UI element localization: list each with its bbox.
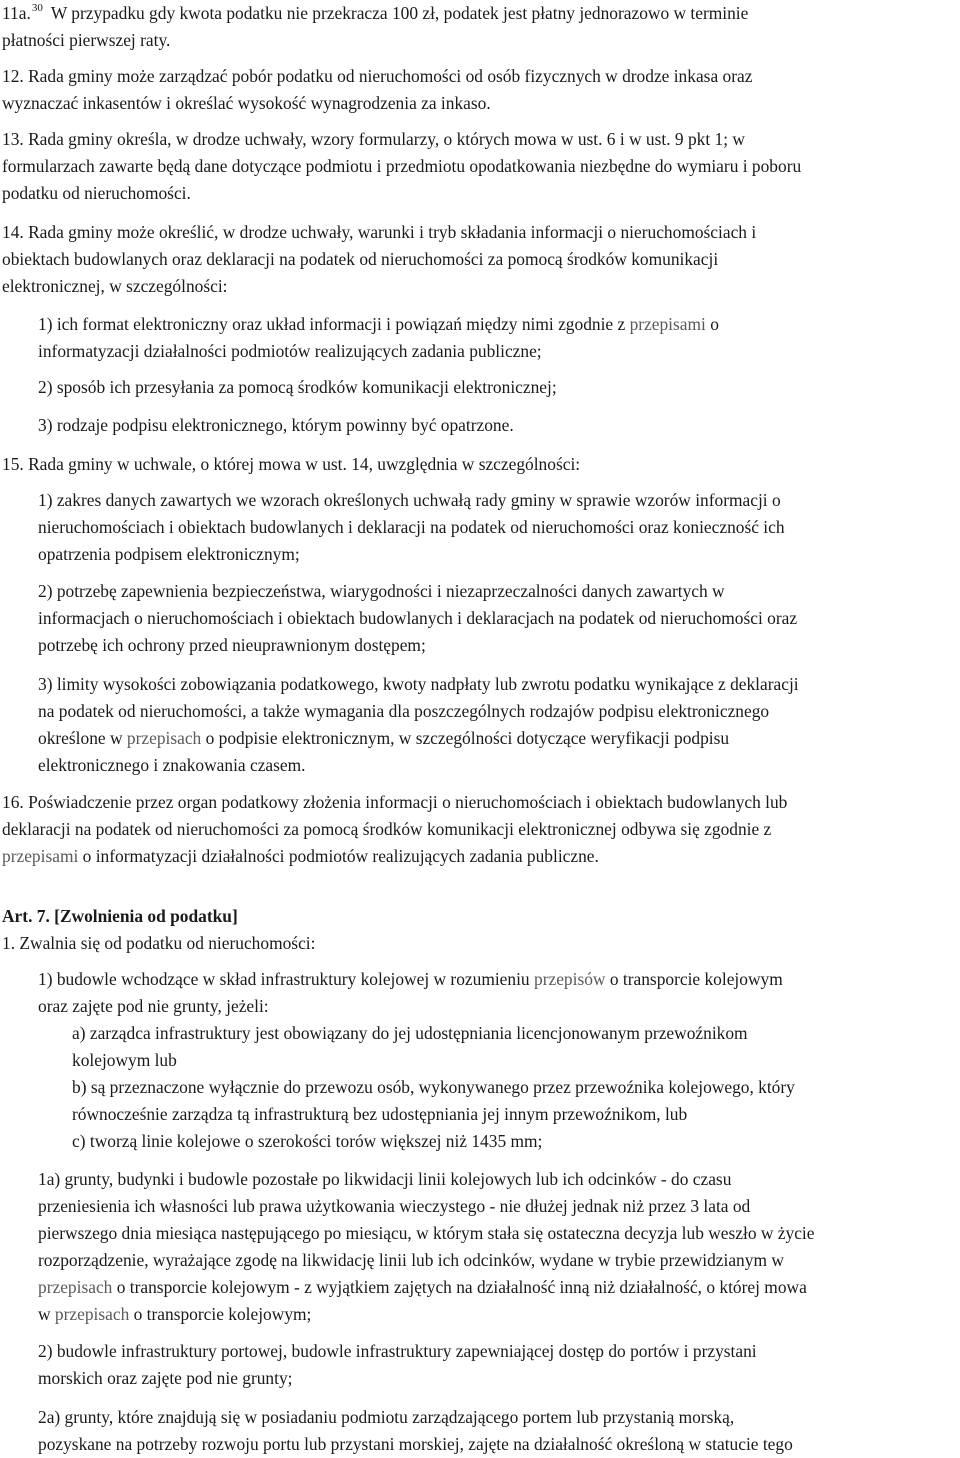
paragraph-line: rozporządzenie, wyrażające zgodę na likwidację linii lub ich odcinków, wydane w trybie przewidzianym w (38, 1250, 784, 1270)
paragraph-line: 2) potrzebę zapewnienia bezpieczeństwa, wiarygodności i niezaprzeczalności danych zawartych w (38, 581, 725, 601)
paragraph-line: nieruchomościach i obiektach budowlanych i deklaracji na podatek od nieruchomości oraz konieczność ich (38, 517, 785, 537)
paragraph-line: 3) limity wysokości zobowiązania podatkowego, kwoty nadpłaty lub zwrotu podatku wynikające z deklaracji (38, 674, 799, 694)
paragraph-line: 13. Rada gminy określa, w drodze uchwały, wzory formularzy, o których mowa w ust. 6 i w ust. 9 pkt 1; w (2, 129, 745, 149)
paragraph-line: elektronicznego i znakowania czasem. (38, 755, 306, 775)
paragraph-line: elektronicznej, w szczególności: (2, 276, 228, 296)
paragraph-line: pierwszego dnia miesiąca następującego po miesiącu, w którym stała się ostateczna decyzja lub weszło w życie (38, 1223, 815, 1243)
paragraph-line: potrzebę ich ochrony przed nieuprawnionym dostępem; (38, 635, 426, 655)
paragraph-line (38, 725, 799, 752)
paragraph-11a (2, 0, 748, 54)
paragraph-line: formularzach zawarte będą dane dotyczące podmiotu i przedmiotu opodatkowania niezbędne do wymiaru i poboru (2, 156, 802, 176)
paragraph-line (2, 843, 787, 870)
paragraph-line: 1a) grunty, budynki i budowle pozostałe po likwidacji linii kolejowych lub ich odcinków - do czasu (38, 1169, 732, 1189)
paragraph-line: podatku od nieruchomości. (2, 183, 191, 203)
item-text: o informatyzacji działalności podmiotów realizujących zadania publiczne. (82, 846, 599, 866)
footnote-reference[interactable]: 30 (31, 2, 43, 15)
paragraph-line: informatyzacji działalności podmiotów realizujących zadania publiczne; (38, 341, 542, 361)
paragraph-14 (2, 219, 756, 300)
paragraph-line (38, 966, 783, 993)
article-title: Art. 7. [Zwolnienia od podatku] (2, 906, 238, 926)
paragraph-line: oraz zajęte pod nie grunty, jeżeli: (38, 996, 269, 1016)
paragraph-line: obiektach budowlanych oraz deklaracji na podatek od nieruchomości za pomocą środków komunikacji (2, 249, 719, 269)
item-text: o transporcie kolejowym (609, 969, 783, 989)
list-item-14-3 (38, 412, 514, 439)
item-text: o podpisie elektronicznym, w szczególności dotyczące weryfikacji podpisu (205, 728, 730, 748)
legal-reference-link[interactable]: przepisami (2, 846, 79, 866)
list-item-art7-2a (38, 1404, 793, 1458)
list-item-art7-2 (38, 1338, 757, 1392)
item-text: w (38, 1304, 51, 1324)
legal-reference-link[interactable]: przepisach (126, 728, 202, 748)
paragraph-line: a) zarządca infrastruktury jest obowiązany do jej udostępniania licencjonowanym przewoźnikom (72, 1023, 748, 1043)
paragraph-number: 11a. (2, 3, 31, 23)
paragraph-line: b) są przeznaczone wyłącznie do przewozu osób, wykonywanego przez przewoźnika kolejowego, który (72, 1077, 795, 1097)
paragraph-line: 15. Rada gminy w uchwale, o której mowa w ust. 14, uwzględnia w szczególności: (2, 454, 581, 474)
article-7-heading (2, 903, 315, 957)
item-text: 1) budowle wchodzące w skład infrastruktury kolejowej w rozumieniu (38, 969, 530, 989)
item-text: 1) ich format elektroniczny oraz układ informacji i powiązań między nimi zgodnie z (38, 314, 626, 334)
legal-reference-link[interactable]: przepisami (629, 314, 706, 334)
item-text: o (710, 314, 719, 334)
list-item-14-1 (38, 311, 719, 365)
paragraph-12 (2, 63, 752, 117)
paragraph-line: 1. Zwalnia się od podatku od nieruchomości: (2, 933, 316, 953)
paragraph-line: na podatek od nieruchomości, a także wymagania dla poszczególnych rodzajów podpisu elektronicznego (38, 701, 770, 721)
paragraph-line: morskich oraz zajęte pod nie grunty; (38, 1368, 293, 1388)
paragraph-line: pozyskane na potrzeby rozwoju portu lub przystani morskiej, zajęte na działalność określoną w statucie tego (38, 1434, 793, 1454)
paragraph-line (38, 311, 719, 338)
paragraph-line: 3) rodzaje podpisu elektronicznego, którym powinny być opatrzone. (38, 415, 514, 435)
list-item-15-2 (38, 578, 797, 659)
list-subitem-b (72, 1074, 795, 1128)
paragraph-16 (2, 789, 787, 870)
paragraph-line: 2) budowle infrastruktury portowej, budowle infrastruktury zapewniającej dostęp do portów i przystani (38, 1341, 757, 1361)
paragraph-line: 2) sposób ich przesyłania za pomocą środków komunikacji elektronicznej; (38, 377, 557, 397)
paragraph-line: informacjach o nieruchomościach i obiektach budowlanych i deklaracjach na podatek od nieruchomości oraz (38, 608, 798, 628)
paragraph-line: opatrzenia podpisem elektronicznym; (38, 544, 300, 564)
paragraph-13 (2, 126, 801, 207)
list-item-15-1 (38, 487, 785, 568)
list-subitem-a (72, 1020, 748, 1074)
paragraph-line: wyznaczać inkasentów i określać wysokość wynagrodzenia za inkaso. (2, 93, 491, 113)
paragraph-line (38, 1274, 814, 1301)
paragraph-line: 1) zakres danych zawartych we wzorach określonych uchwałą rady gminy w sprawie wzorów informacji o (38, 490, 781, 510)
paragraph-line: płatności pierwszej raty. (2, 30, 171, 50)
paragraph-line: kolejowym lub (72, 1050, 177, 1070)
list-item-14-2 (38, 374, 557, 401)
legal-reference-link[interactable]: przepisach (54, 1304, 130, 1324)
item-text: o transporcie kolejowym - z wyjątkiem zajętych na działalność inną niż działalność, o której mowa (116, 1277, 807, 1297)
paragraph-line (38, 1301, 814, 1328)
paragraph-15 (2, 451, 580, 478)
paragraph-text: W przypadku gdy kwota podatku nie przekracza 100 zł, podatek jest płatny jednorazowo w terminie (50, 3, 749, 23)
legal-reference-link[interactable]: przepisach (38, 1277, 113, 1297)
list-item-art7-1 (38, 966, 783, 1020)
legal-reference-link[interactable]: przepisów (534, 969, 606, 989)
paragraph-line: c) tworzą linie kolejowe o szerokości torów większej niż 1435 mm; (72, 1131, 543, 1151)
paragraph-line (2, 0, 748, 27)
paragraph-line: 12. Rada gminy może zarządzać pobór podatku od nieruchomości od osób fizycznych w drodze inkasa oraz (2, 66, 753, 86)
item-text: określone w (38, 728, 123, 748)
paragraph-line: przeniesienia ich własności lub prawa użytkowania wieczystego - nie dłużej jednak niż przez 3 lata od (38, 1196, 751, 1216)
list-item-15-3 (38, 671, 799, 779)
list-subitem-c (72, 1128, 542, 1155)
paragraph-line: 14. Rada gminy może określić, w drodze uchwały, warunki i tryb składania informacji o nieruchomościach i (2, 222, 757, 242)
paragraph-line: równocześnie zarządza tą infrastrukturą bez udostępniania jej innym przewoźnikom, lub (72, 1104, 688, 1124)
list-item-art7-1a (38, 1166, 814, 1328)
paragraph-line: deklaracji na podatek od nieruchomości za pomocą środków komunikacji elektronicznej odbywa się zgodnie z (2, 819, 772, 839)
paragraph-line: 16. Poświadczenie przez organ podatkowy złożenia informacji o nieruchomościach i obiektach budowlanych lub (2, 792, 788, 812)
paragraph-line: 2a) grunty, które znajdują się w posiadaniu podmiotu zarządzającego portem lub przystanią morską, (38, 1407, 735, 1427)
item-text: o transporcie kolejowym; (133, 1304, 312, 1324)
